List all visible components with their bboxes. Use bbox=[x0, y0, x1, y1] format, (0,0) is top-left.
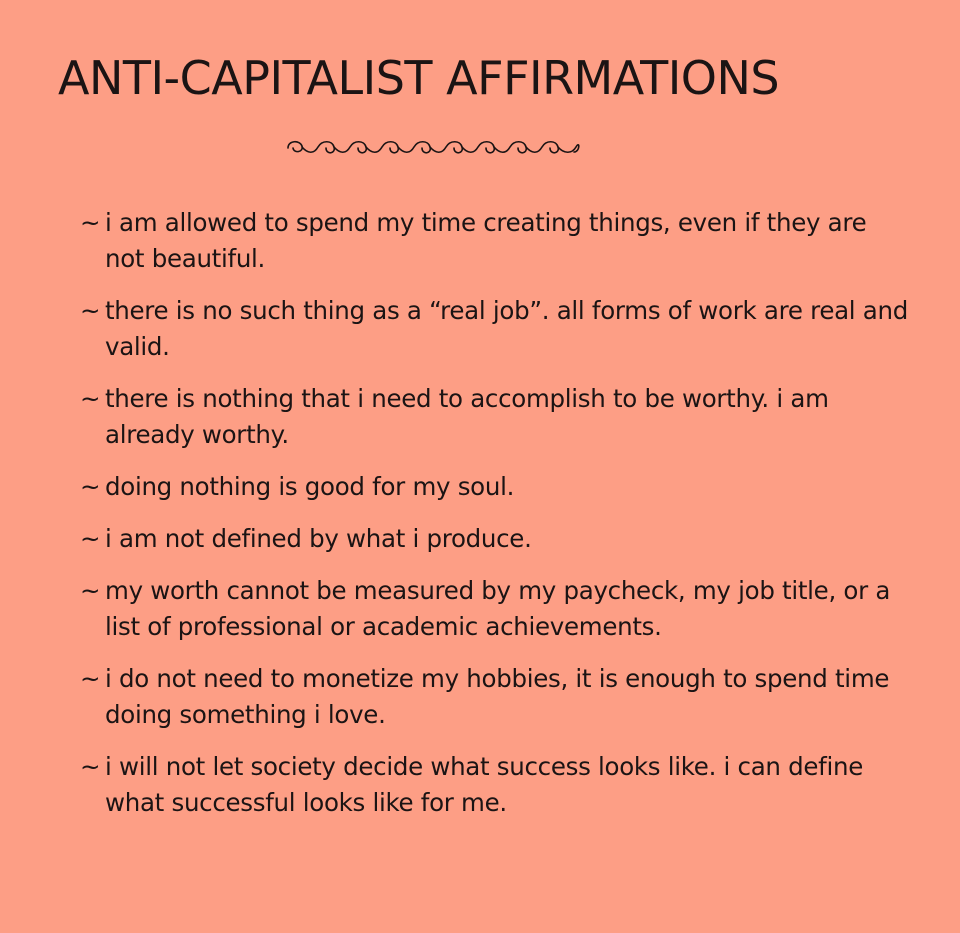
ornamental-divider-icon bbox=[284, 132, 584, 162]
tilde-bullet: ~ bbox=[80, 472, 101, 501]
tilde-bullet: ~ bbox=[80, 384, 101, 413]
affirmation-text: there is no such thing as a “real job”. all forms of work are real and valid. bbox=[105, 296, 908, 361]
list-item bbox=[80, 573, 910, 645]
tilde-bullet: ~ bbox=[80, 576, 101, 605]
page-title: ANTI-CAPITALIST AFFIRMATIONS bbox=[58, 51, 780, 105]
tilde-bullet: ~ bbox=[80, 752, 101, 781]
affirmation-text: i do not need to monetize my hobbies, it is enough to spend time doing something i love. bbox=[105, 664, 890, 729]
affirmation-list bbox=[80, 205, 910, 837]
list-item bbox=[80, 749, 910, 821]
affirmation-text: doing nothing is good for my soul. bbox=[105, 472, 515, 501]
tilde-bullet: ~ bbox=[80, 296, 101, 325]
tilde-bullet: ~ bbox=[80, 524, 101, 553]
list-item bbox=[80, 469, 910, 505]
list-item bbox=[80, 205, 910, 277]
tilde-bullet: ~ bbox=[80, 208, 101, 237]
list-item bbox=[80, 521, 910, 557]
list-item bbox=[80, 661, 910, 733]
list-item bbox=[80, 293, 910, 365]
affirmation-text: my worth cannot be measured by my paycheck, my job title, or a list of professional or academic achievements. bbox=[105, 576, 891, 641]
affirmation-text: i will not let society decide what success looks like. i can define what successful looks like for me. bbox=[105, 752, 863, 817]
affirmation-text: i am allowed to spend my time creating things, even if they are not beautiful. bbox=[105, 208, 867, 273]
affirmation-text: there is nothing that i need to accomplish to be worthy. i am already worthy. bbox=[105, 384, 829, 449]
affirmation-text: i am not defined by what i produce. bbox=[105, 524, 532, 553]
list-item bbox=[80, 381, 910, 453]
tilde-bullet: ~ bbox=[80, 664, 101, 693]
